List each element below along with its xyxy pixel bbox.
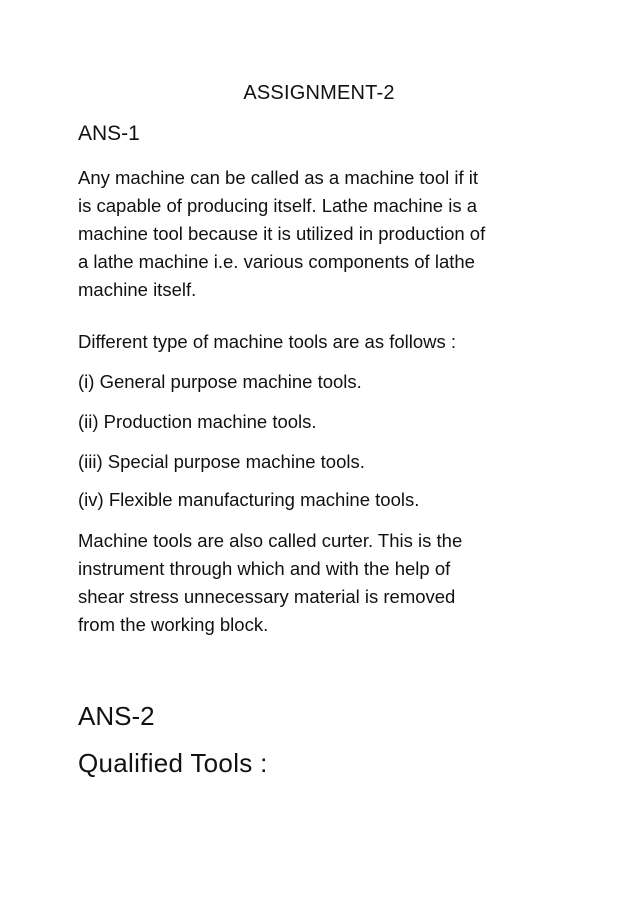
paragraph-line: from the working block. [78, 614, 269, 635]
type-list-item: (ii) Production machine tools. [78, 411, 317, 432]
paragraph-line: machine itself. [78, 279, 197, 300]
type-list-item: (i) General purpose machine tools. [78, 371, 362, 392]
paragraph-line: Machine tools are also called curter. This is the [78, 530, 463, 551]
page-title: ASSIGNMENT-2 [243, 82, 395, 104]
answer-1-paragraph [78, 164, 578, 304]
paragraph-line: instrument through which and with the help of [78, 558, 451, 579]
paragraph-line: is capable of producing itself. Lathe machine is a [78, 195, 478, 216]
paragraph-line: a lathe machine i.e. various components of lathe [78, 251, 475, 272]
type-list-item: (iii) Special purpose machine tools. [78, 451, 365, 472]
type-list-item: (iv) Flexible manufacturing machine tools. [78, 489, 420, 510]
answer-1-heading: ANS-1 [78, 122, 140, 145]
paragraph-line: machine tool because it is utilized in production of [78, 223, 486, 244]
qualified-tools-heading: Qualified Tools : [78, 748, 268, 778]
machine-tools-paragraph [78, 527, 578, 639]
answer-2-heading: ANS-2 [78, 701, 155, 731]
paragraph-line: Any machine can be called as a machine tool if it [78, 167, 479, 188]
paragraph-line: shear stress unnecessary material is removed [78, 586, 456, 607]
types-intro: Different type of machine tools are as follows : [78, 331, 457, 352]
